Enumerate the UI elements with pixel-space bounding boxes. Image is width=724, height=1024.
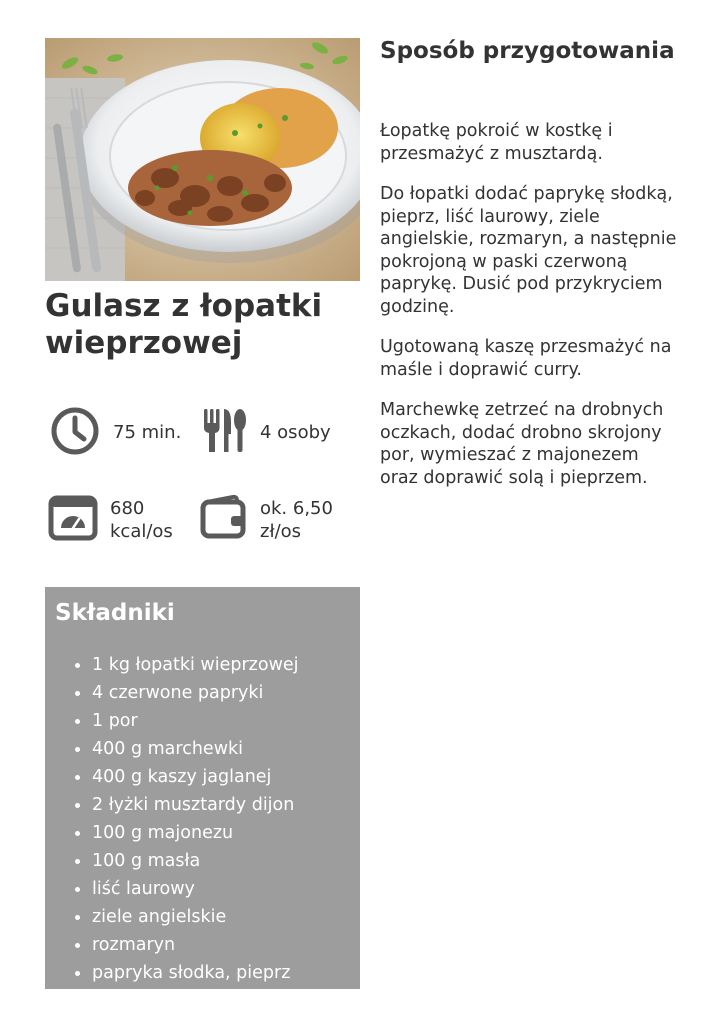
clock-icon (50, 406, 100, 456)
list-item: 1 kg łopatki wieprzowej (72, 651, 299, 679)
list-item: 100 g masła (72, 847, 299, 875)
list-item: 100 g majonezu (72, 819, 299, 847)
stat-people (201, 406, 331, 456)
kcal-value: 680 kcal/os (110, 498, 173, 542)
method-step: Marchewkę zetrzeć na drobnych oczkach, dodać drobno skrojony por, wymieszać z majonezem oraz doprawić solą i pieprzem. (380, 400, 664, 488)
list-item: 2 łyżki musztardy dijon (72, 791, 299, 819)
stat-time (50, 406, 181, 456)
list-item: rozmaryn (72, 931, 299, 959)
list-item: liść laurowy (72, 875, 299, 903)
cost-value: ok. 6,50 zł/os (260, 498, 333, 542)
wallet-icon (199, 494, 249, 544)
people-value: 4 osoby (260, 422, 331, 443)
method-title: Sposób przygotowania (380, 38, 675, 64)
recipe-title: Gulasz z łopatki wieprzowej (45, 288, 323, 361)
method-steps (380, 120, 680, 507)
list-item: 400 g marchewki (72, 735, 299, 763)
method-step: Ugotowaną kaszę przesmażyć na maśle i doprawić curry. (380, 337, 672, 380)
stat-kcal (48, 494, 182, 544)
stat-cost (199, 494, 350, 544)
list-item: ziele angielskie (72, 903, 299, 931)
ingredients-title: Składniki (55, 600, 175, 626)
cutlery-icon (201, 406, 251, 456)
dish-photo (45, 38, 360, 281)
ingredients-panel (45, 587, 360, 989)
list-item: 400 g kaszy jaglanej (72, 763, 299, 791)
time-value: 75 min. (113, 422, 182, 443)
list-item: 1 por (72, 707, 299, 735)
method-step: Łopatkę pokroić w kostkę i przesmażyć z musztardą. (380, 121, 613, 164)
list-item: papryka słodka, pieprz (72, 959, 299, 987)
method-step: Do łopatki dodać paprykę słodką, pieprz, liść laurowy, ziele angielskie, rozmaryn, a następnie pokrojoną w paski czerwoną paprykę. Dusić pod przykryciem godzinę. (380, 184, 677, 317)
scale-icon (48, 494, 98, 544)
list-item: 4 czerwone papryki (72, 679, 299, 707)
ingredients-list (72, 651, 299, 987)
